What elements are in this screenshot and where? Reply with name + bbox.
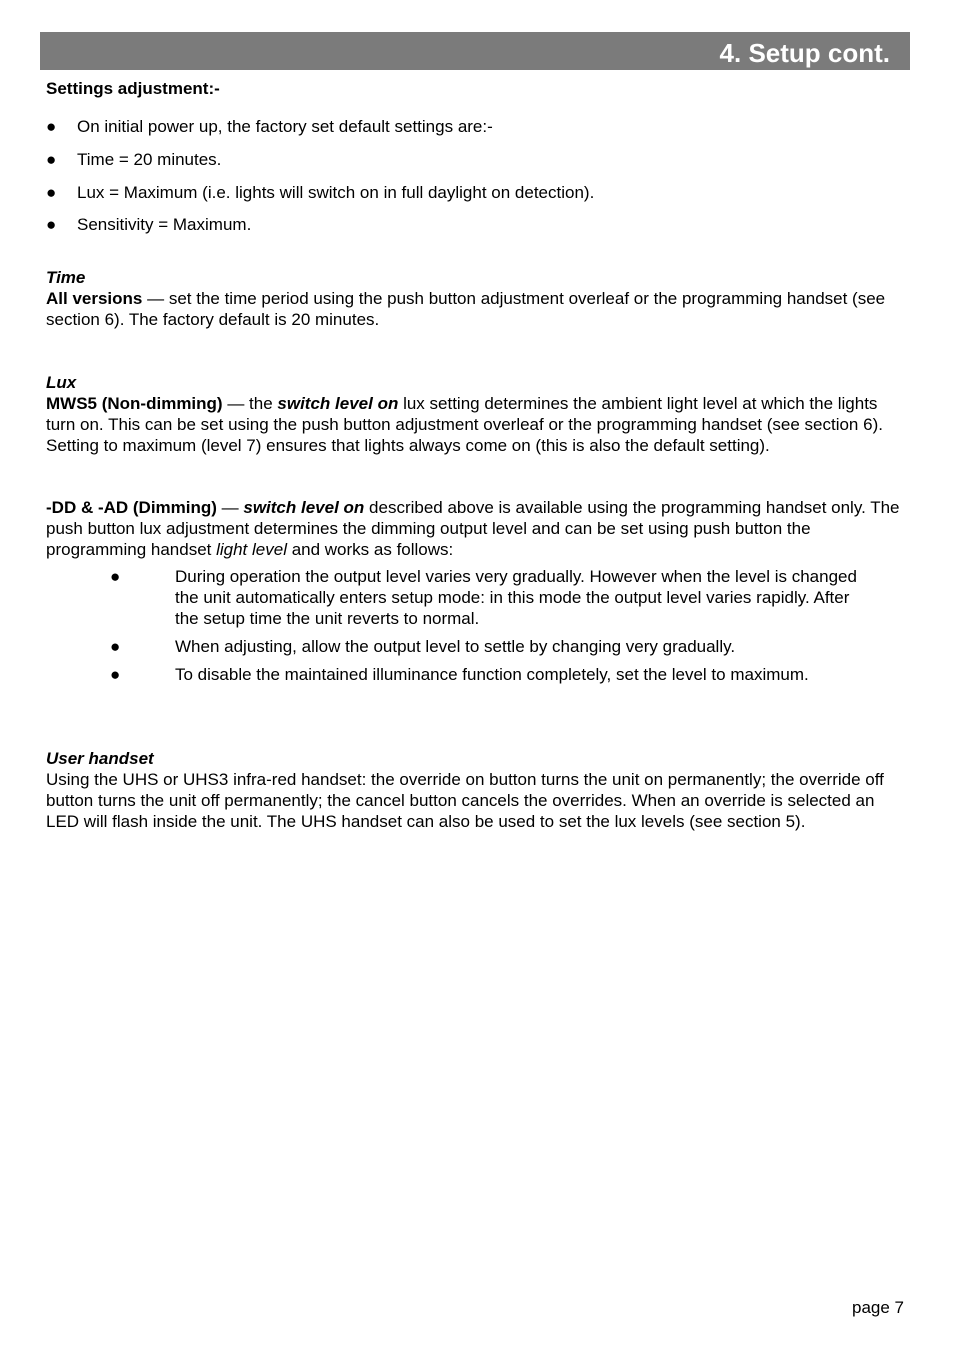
time-text: — set the time period using the push button adjustment overleaf or the programming handset (see section 6). The factory default is 20 minutes. [46,289,886,329]
dd-text: and works as follows: [286,540,454,559]
dd-lead: -DD & -AD (Dimming) [46,498,217,517]
lux-mws5-paragraph [46,393,906,456]
mws5-text: — the [222,394,278,413]
bullet-icon: ● [46,183,57,202]
lux-heading: Lux [46,373,77,392]
dd-text: described above is available using the programming handset only. The push button lux adjustment determines the dimming output level and can be set using push button the programming handset [46,498,900,559]
mws5-text: lux setting determines the ambient light level at which the lights turn on. This can be set using the push button adjustment overleaf or the programming handset (see section 6). Setting to maximum (level 7) ensures that lights always come on (this is also the default setting). [46,394,883,455]
bullet-icon: ● [110,637,121,656]
list-item-text: To disable the maintained illuminance function completely, set the level to maximum. [175,665,809,684]
time-heading: Time [46,268,86,287]
bullet-icon: ● [46,215,57,234]
section-header-bar [40,32,910,70]
section-title: 4. Setup cont. [719,38,890,68]
user-handset-paragraph: Using the UHS or UHS3 infra-red handset: the override on button turns the unit on permanently; the override off button turns the unit off permanently; the cancel button cancels the overrides. When an override is selected an LED will flash inside the unit. The UHS handset can also be used to set the lux levels (see section 5). [46,770,884,831]
page-number: page 7 [852,1298,904,1317]
bullet-icon: ● [46,117,57,136]
bullet-icon: ● [110,567,121,586]
dd-text: — [216,498,244,517]
user-handset-heading: User handset [46,749,154,768]
lux-dd-paragraph [46,497,906,560]
time-lead: All versions [46,289,143,308]
bullet-icon: ● [46,150,57,169]
time-paragraph [46,288,906,330]
list-item-text: During operation the output level varies very gradually. However when the level is changed the unit automatically enters setup mode: in this mode the output level varies rapidly. After the setup time the unit reverts to normal. [175,567,857,628]
list-item-text: When adjusting, allow the output level to settle by changing very gradually. [175,637,736,656]
mws5-emphasis: switch level on [277,394,399,413]
list-item-text: Sensitivity = Maximum. [77,215,252,234]
mws5-lead: MWS5 (Non-dimming) [46,394,223,413]
list-item-text: On initial power up, the factory set default settings are:- [77,117,493,136]
list-item-text: Lux = Maximum (i.e. lights will switch on in full daylight on detection). [77,183,595,202]
settings-heading: Settings adjustment:- [46,79,220,98]
list-item-text: Time = 20 minutes. [77,150,222,169]
bullet-icon: ● [110,665,121,684]
dd-emphasis: switch level on [243,498,365,517]
dd-italic: light level [216,540,287,559]
